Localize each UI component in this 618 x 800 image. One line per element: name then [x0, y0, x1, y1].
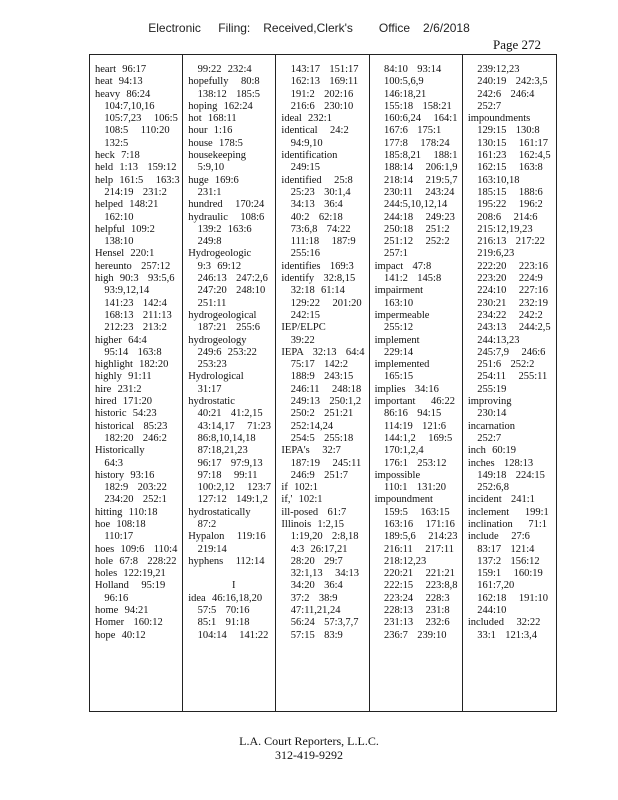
- index-entry: 85:1 91:18: [188, 617, 250, 629]
- index-entry: 87:18,21,23: [188, 445, 248, 457]
- index-entry: identified 25:8: [281, 174, 353, 186]
- index-entry: housekeeping: [188, 150, 246, 162]
- index-entry: included 32:22: [467, 617, 541, 629]
- index-entry: 255:12: [374, 322, 414, 334]
- index-entry: 182:20 246:2: [95, 432, 167, 444]
- index-entry: 129:22 201:20: [281, 297, 362, 309]
- index-entry: 114:19 121:6: [374, 420, 447, 432]
- index-entry: 167:6 175:1: [374, 125, 442, 137]
- index-entry: 96:17 97:9,13: [188, 457, 263, 469]
- index-entry: 254:11 255:11: [467, 371, 548, 383]
- index-entry: 246:11 248:18: [281, 383, 362, 395]
- index-entry: Hensel 220:1: [95, 248, 155, 260]
- index-entry: incarnation: [467, 420, 516, 432]
- index-entry: 4:3 26:17,21: [281, 543, 348, 555]
- index-entry: 99:22 232:4: [188, 64, 252, 75]
- index-entry: 251:12 252:2: [374, 236, 450, 248]
- index-entry: help 161:5 163:3: [95, 174, 180, 186]
- index-entry: huge 169:6: [188, 174, 239, 186]
- index-entry: 111:18 187:9: [281, 236, 356, 248]
- index-entry: 224:10 227:16: [467, 285, 549, 297]
- index-entry: Historically: [95, 445, 145, 457]
- index-entry: 161:7,20: [467, 580, 515, 592]
- index-entry: 240:19 242:3,5: [467, 76, 548, 88]
- index-entry: 138:10: [95, 236, 134, 248]
- index-entry: 257:1: [374, 248, 408, 260]
- index-entry: historic 54:23: [95, 408, 157, 420]
- index-entry: 146:18,21: [374, 88, 427, 100]
- index-entry: 252:7: [467, 432, 502, 444]
- index-entry: 47:11,21,24: [281, 605, 341, 617]
- index-entry: 137:2 156:12: [467, 555, 540, 567]
- index-entry: 208:6 214:6: [467, 211, 538, 223]
- index-entry: if 102:1: [281, 482, 318, 494]
- index-entry: 195:22 196:2: [467, 199, 543, 211]
- index-entry: identification: [281, 150, 338, 162]
- index-entry: 255:16: [281, 248, 320, 260]
- index-entry: hydrostatic: [188, 396, 235, 408]
- word-index-table: [89, 54, 557, 712]
- index-entry: 244:18 249:23: [374, 211, 455, 223]
- index-entry: 219:14: [188, 543, 227, 555]
- index-entry: 75:17 142:2: [281, 359, 348, 371]
- index-entry: holes 122:19,21: [95, 568, 166, 580]
- index-entry: 108:5 110:20: [95, 125, 170, 137]
- index-entry: 188:9 243:15: [281, 371, 354, 383]
- index-entry: 162:13 169:11: [281, 76, 359, 88]
- index-entry: 218:12,23: [374, 555, 427, 567]
- index-entry: 251:11: [188, 297, 227, 309]
- index-entry: 230:11 243:24: [374, 186, 455, 198]
- index-entry: 162:18 191:10: [467, 592, 549, 604]
- index-entry: hole 67:8 228:22: [95, 555, 177, 567]
- index-entry: home 94:21: [95, 605, 149, 617]
- index-column-1: [90, 55, 183, 711]
- index-entry: 249:15: [281, 162, 320, 174]
- index-entry: 159:5 163:15: [374, 506, 450, 518]
- index-entry: impermeable: [374, 309, 430, 321]
- index-entry: impairment: [374, 285, 424, 297]
- index-entry: 32:1,13 34:13: [281, 568, 359, 580]
- index-entry: 187:19 245:11: [281, 457, 362, 469]
- index-entry: 249:8: [188, 236, 222, 248]
- index-entry: 138:12 185:5: [188, 88, 261, 100]
- index-entry: hopefully 80:8: [188, 76, 260, 88]
- index-entry: hoping 162:24: [188, 100, 253, 112]
- index-entry: 100:5,6,9: [374, 76, 424, 88]
- index-entry: helped 148:21: [95, 199, 159, 211]
- index-entry: 222:20 223:16: [467, 260, 549, 272]
- index-entry: [188, 568, 273, 580]
- index-entry: 214:19 231:2: [95, 186, 167, 198]
- index-entry: 234:22 242:2: [467, 309, 543, 321]
- index-entry: Illinois 1:2,15: [281, 518, 344, 530]
- index-entry: IEPA's 32:7: [281, 445, 341, 457]
- index-entry: 34:20 36:4: [281, 580, 343, 592]
- index-column-5: [463, 55, 556, 711]
- index-entry: 33:1 121:3,4: [467, 629, 538, 641]
- index-entry: 242:6 246:4: [467, 88, 535, 100]
- index-entry: 223:24 228:3: [374, 592, 450, 604]
- index-entry: 185:8,21 188:1: [374, 150, 458, 162]
- index-entry: 28:20 29:7: [281, 555, 343, 567]
- index-entry: 182:9 203:22: [95, 482, 167, 494]
- index-entry: important 46:22: [374, 396, 455, 408]
- index-entry: implemented: [374, 359, 430, 371]
- index-entry: heavy 86:24: [95, 88, 151, 100]
- filing-stamp-header: Electronic Filing: Received,Clerk's Office 2/6/2018: [148, 21, 470, 35]
- index-entry: historical 85:23: [95, 420, 168, 432]
- index-entry: 43:14,17 71:23: [188, 420, 272, 432]
- index-entry: Hydrogeologic: [188, 248, 252, 260]
- index-entry: inclination 71:1: [467, 518, 548, 530]
- page-number: Page 272: [493, 37, 542, 52]
- index-entry: 129:15 130:8: [467, 125, 540, 137]
- index-entry: 252:6,8: [467, 482, 509, 494]
- index-entry: 231:13 232:6: [374, 617, 450, 629]
- index-entry: 86:16 94:15: [374, 408, 442, 420]
- index-entry: improving: [467, 396, 512, 408]
- index-entry: hope 40:12: [95, 629, 146, 641]
- index-entry: I: [188, 580, 236, 592]
- index-entry: 254:5 255:18: [281, 432, 354, 444]
- index-entry: 163:16 171:16: [374, 518, 455, 530]
- index-entry: 139:2 163:6: [188, 223, 252, 235]
- index-entry: 188:14 206:1,9: [374, 162, 458, 174]
- index-entry: 216:6 230:10: [281, 100, 354, 112]
- index-entry: 56:24 57:3,7,7: [281, 617, 359, 629]
- index-entry: IEP/ELPC: [281, 322, 326, 334]
- index-entry: 216:13 217:22: [467, 236, 545, 248]
- index-entry: 223:20 224:9: [467, 273, 543, 285]
- index-entry: 64:3: [95, 457, 124, 469]
- index-entry: ideal 232:1: [281, 113, 332, 125]
- index-entry: 229:14: [374, 346, 414, 358]
- index-entry: helpful 109:2: [95, 223, 155, 235]
- index-entry: 249:6 253:22: [188, 346, 257, 358]
- index-entry: 87:2: [188, 518, 217, 530]
- index-entry: 165:15: [374, 371, 414, 383]
- index-entry: incident 241:1: [467, 494, 535, 506]
- index-entry: 255:19: [467, 383, 507, 395]
- index-entry: 9:3 69:12: [188, 260, 242, 272]
- index-entry: 32:18 61:14: [281, 285, 345, 297]
- index-entry: 234:20 252:1: [95, 494, 167, 506]
- index-entry: hyphens 112:14: [188, 555, 265, 567]
- index-entry: 110:17: [95, 531, 134, 543]
- index-entry: identify 32:8,15: [281, 273, 356, 285]
- index-entry: IEPA 32:13 64:4: [281, 346, 365, 358]
- index-entry: hydrostatically: [188, 506, 251, 518]
- index-entry: 97:18 99:11: [188, 469, 258, 481]
- index-entry: heat 94:13: [95, 76, 143, 88]
- index-entry: hitting 110:18: [95, 506, 158, 518]
- index-entry: 220:21 221:21: [374, 568, 455, 580]
- index-entry: 40:21 41:2,15: [188, 408, 263, 420]
- index-entry: Hydrological: [188, 371, 244, 383]
- index-entry: 236:7 239:10: [374, 629, 447, 641]
- index-entry: 31:17: [188, 383, 222, 395]
- index-entry: 161:23 162:4,5: [467, 150, 551, 162]
- footer-company-name: L.A. Court Reporters, L.L.C.: [239, 734, 379, 748]
- index-entry: hire 231:2: [95, 383, 142, 395]
- index-column-2: [183, 55, 276, 711]
- index-entry: 250:2 251:21: [281, 408, 354, 420]
- index-entry: 163:10: [374, 297, 414, 309]
- index-entry: 170:1,2,4: [374, 445, 424, 457]
- index-entry: Homer 160:12: [95, 617, 163, 629]
- index-entry: 132:5: [95, 137, 129, 149]
- index-entry: hydrogeological: [188, 309, 257, 321]
- index-entry: 40:2 62:18: [281, 211, 343, 223]
- index-entry: 25:23 30:1,4: [281, 186, 351, 198]
- index-entry: 250:18 251:2: [374, 223, 450, 235]
- index-entry: 177:8 178:24: [374, 137, 450, 149]
- index-entry: 222:15 223:8,8: [374, 580, 458, 592]
- index-entry: inch 60:19: [467, 445, 517, 457]
- index-entry: 191:2 202:16: [281, 88, 354, 100]
- index-entry: 104:14 141:22: [188, 629, 269, 641]
- index-entry: 94:9,10: [281, 137, 323, 149]
- index-entry: 244:10: [467, 605, 507, 617]
- index-entry: hoe 108:18: [95, 518, 146, 530]
- footer-phone-number: 312-419-9292: [275, 748, 343, 762]
- index-entry: 245:7,9 246:6: [467, 346, 546, 358]
- index-entry: 162:15 163:8: [467, 162, 543, 174]
- index-entry: 1:19,20 2:8,18: [281, 531, 359, 543]
- index-entry: 216:11 217:11: [374, 543, 455, 555]
- index-entry: 176:1 253:12: [374, 457, 447, 469]
- index-entry: impoundment: [374, 494, 433, 506]
- index-entry: 252:14,24: [281, 420, 334, 432]
- index-entry: 5:9,10: [188, 162, 225, 174]
- index-entry: identical 24:2: [281, 125, 349, 137]
- index-entry: 187:21 255:6: [188, 322, 261, 334]
- index-entry: 39:22: [281, 334, 315, 346]
- index-entry: 218:14 219:5,7: [374, 174, 458, 186]
- index-entry: Holland 95:19: [95, 580, 166, 592]
- index-entry: hired 171:20: [95, 396, 152, 408]
- index-entry: 141:2 145:8: [374, 273, 442, 285]
- index-entry: history 93:16: [95, 469, 155, 481]
- index-entry: Hypalon 119:16: [188, 531, 266, 543]
- index-entry: 141:23 142:4: [95, 297, 167, 309]
- index-entry: 243:13 244:2,5: [467, 322, 551, 334]
- index-entry: 215:12,19,23: [467, 223, 533, 235]
- index-entry: 144:1,2 169:5: [374, 432, 453, 444]
- index-entry: 83:17 121:4: [467, 543, 535, 555]
- index-entry: 239:12,23: [467, 64, 520, 75]
- index-entry: 143:17 151:17: [281, 64, 359, 75]
- index-entry: 246:13 247:2,6: [188, 273, 268, 285]
- index-entry: 244:5,10,12,14: [374, 199, 448, 211]
- index-entry: 189:5,6 214:23: [374, 531, 458, 543]
- index-entry: 86:8,10,14,18: [188, 432, 256, 444]
- index-entry: inches 128:13: [467, 457, 534, 469]
- index-entry: 246:9 251:7: [281, 469, 348, 481]
- index-entry: 230:21 232:19: [467, 297, 549, 309]
- index-entry: 84:10 93:14: [374, 64, 442, 75]
- index-entry: 130:15 161:17: [467, 137, 549, 149]
- index-entry: highlight 182:20: [95, 359, 169, 371]
- index-entry: 34:13 36:4: [281, 199, 343, 211]
- index-entry: 163:10,18: [467, 174, 520, 186]
- index-entry: 252:7: [467, 100, 502, 112]
- index-entry: hour 1:16: [188, 125, 233, 137]
- index-entry: 162:10: [95, 211, 134, 223]
- index-entry: 247:20 248:10: [188, 285, 266, 297]
- index-entry: 73:6,8 74:22: [281, 223, 351, 235]
- index-entry: 251:6 252:2: [467, 359, 535, 371]
- index-entry: 93:9,12,14: [95, 285, 150, 297]
- index-entry: 228:13 231:8: [374, 605, 450, 617]
- index-entry: house 178:5: [188, 137, 243, 149]
- index-entry: impact 47:8: [374, 260, 432, 272]
- index-entry: heart 96:17: [95, 64, 147, 75]
- index-entry: 249:13 250:1,2: [281, 396, 362, 408]
- index-column-4: [370, 55, 463, 711]
- index-entry: 37:2 38:9: [281, 592, 338, 604]
- index-entry: hydraulic 108:6: [188, 211, 265, 223]
- index-entry: hundred 170:24: [188, 199, 265, 211]
- index-entry: impossible: [374, 469, 421, 481]
- index-entry: highly 91:11: [95, 371, 152, 383]
- index-entry: implement: [374, 334, 420, 346]
- index-entry: hydrogeology: [188, 334, 247, 346]
- index-entry: 100:2,12 123:7: [188, 482, 272, 494]
- index-entry: 244:13,23: [467, 334, 520, 346]
- index-entry: 168:13 211:13: [95, 309, 172, 321]
- index-entry: 96:16: [95, 592, 129, 604]
- index-entry: idea 46:16,18,20: [188, 592, 263, 604]
- index-entry: 159:1 160:19: [467, 568, 543, 580]
- index-entry: 155:18 158:21: [374, 100, 452, 112]
- index-entry: if,' 102:1: [281, 494, 323, 506]
- index-entry: held 1:13 159:12: [95, 162, 177, 174]
- index-entry: 57:5 70:16: [188, 605, 250, 617]
- index-entry: 104:7,10,16: [95, 100, 155, 112]
- index-entry: 212:23 213:2: [95, 322, 167, 334]
- index-entry: 57:15 83:9: [281, 629, 343, 641]
- index-entry: 110:1 131:20: [374, 482, 447, 494]
- index-entry: high 90:3 93:5,6: [95, 273, 175, 285]
- index-entry: hereunto 257:12: [95, 260, 171, 272]
- index-entry: 185:15 188:6: [467, 186, 543, 198]
- index-entry: 160:6,24 164:1: [374, 113, 458, 125]
- index-entry: inclement 199:1: [467, 506, 549, 518]
- index-entry: 105:7,23 106:5: [95, 113, 178, 125]
- index-entry: heck 7:18: [95, 150, 140, 162]
- index-entry: 253:23: [188, 359, 227, 371]
- index-entry: hot 168:11: [188, 113, 237, 125]
- index-entry: 219:6,23: [467, 248, 515, 260]
- index-entry: 95:14 163:8: [95, 346, 162, 358]
- index-entry: 231:1: [188, 186, 222, 198]
- index-entry: 149:18 224:15: [467, 469, 545, 481]
- index-entry: higher 64:4: [95, 334, 147, 346]
- index-entry: 242:15: [281, 309, 320, 321]
- index-entry: include 27:6: [467, 531, 530, 543]
- index-entry: impoundments: [467, 113, 531, 125]
- index-entry: implies 34:16: [374, 383, 439, 395]
- index-entry: hoes 109:6 110:4: [95, 543, 178, 555]
- index-entry: ill-posed 61:7: [281, 506, 347, 518]
- index-entry: identifies 169:3: [281, 260, 354, 272]
- index-entry: 127:12 149:1,2: [188, 494, 268, 506]
- index-column-3: [276, 55, 369, 711]
- index-entry: 230:14: [467, 408, 507, 420]
